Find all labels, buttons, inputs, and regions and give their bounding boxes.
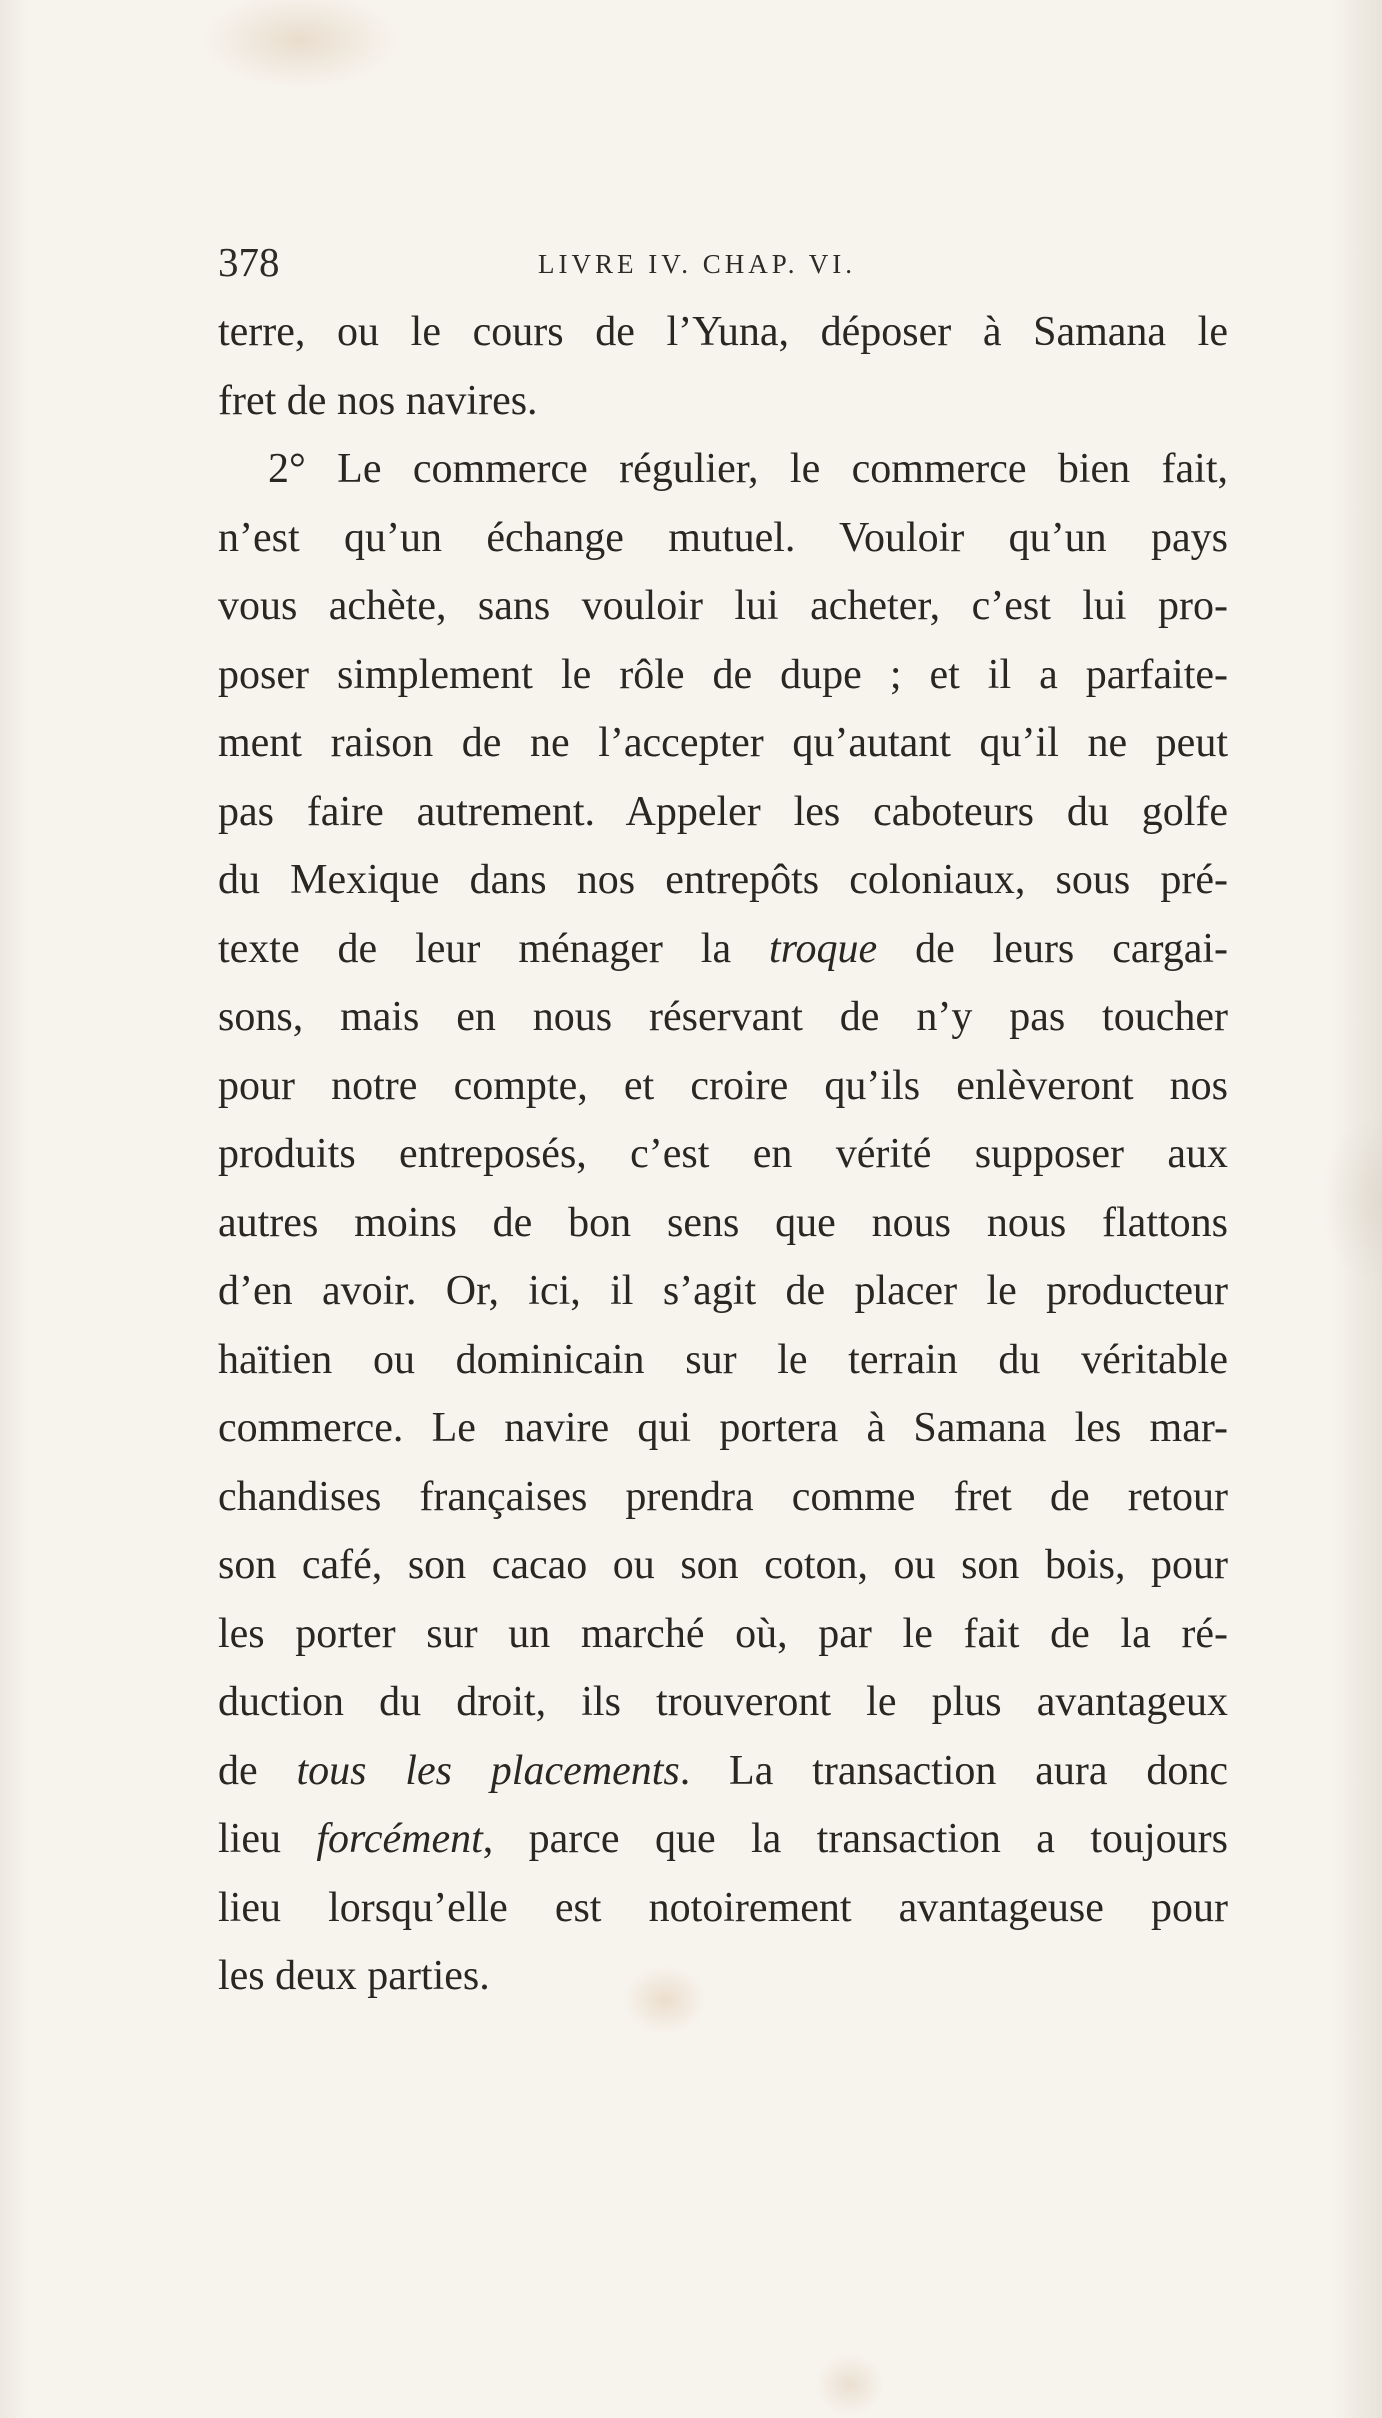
- text-line: n’est qu’un échange mutuel. Vouloir qu’un pays: [218, 514, 1228, 561]
- running-head: LIVRE IV. CHAP. VI.: [538, 249, 857, 279]
- text-line: [218, 915, 1228, 984]
- text-line: sons, mais en nous réservant de n’y pas toucher: [218, 994, 1228, 1040]
- text-line: commerce. Le navire qui portera à Samana les mar-: [218, 1405, 1228, 1451]
- italic-phrase: tous les placements: [296, 1747, 680, 1794]
- text-line: chandises françaises prendra comme fret de retour: [218, 1473, 1228, 1520]
- text-line: poser simplement le rôle de dupe ; et il a parfaite-: [218, 651, 1228, 698]
- text-line: ment raison de ne l’accepter qu’autant qu’il ne peut: [218, 720, 1228, 766]
- text-line: [218, 1737, 1228, 1806]
- text-segment: lieu: [218, 1816, 317, 1862]
- text-segment: texte de leur ménager la: [218, 925, 770, 972]
- text-line: fret de nos navires.: [218, 377, 538, 424]
- text-line: du Mexique dans nos entrepôts coloniaux, sous pré-: [218, 857, 1228, 903]
- text-line: terre, ou le cours de l’Yuna, déposer à Samana le: [218, 309, 1228, 355]
- text-line: les porter sur un marché où, par le fait de la ré-: [218, 1610, 1228, 1657]
- italic-word: troque: [769, 925, 878, 972]
- text-line: les deux parties.: [218, 1953, 490, 1999]
- page-number: 378: [218, 239, 280, 285]
- text-segment: , parce que la transaction a toujours: [482, 1816, 1229, 1862]
- text-line: lieu lorsqu’elle est notoirement avantageuse pour: [218, 1884, 1228, 1931]
- text-line: vous achète, sans vouloir lui acheter, c’est lui pro-: [218, 583, 1228, 629]
- text-line: son café, son cacao ou son coton, ou son bois, pour: [218, 1542, 1228, 1588]
- text-line: autres moins de bon sens que nous nous flattons: [218, 1199, 1228, 1246]
- page-header: [218, 232, 1228, 292]
- text-line: d’en avoir. Or, ici, il s’agit de placer le producteur: [218, 1268, 1228, 1314]
- italic-word: forcément: [316, 1816, 483, 1862]
- text-line: [218, 1805, 1228, 1874]
- text-line: duction du droit, ils trouveront le plus avantageux: [218, 1679, 1228, 1725]
- text-line: pour notre compte, et croire qu’ils enlèveront nos: [218, 1062, 1228, 1109]
- text-line: produits entreposés, c’est en vérité supposer aux: [218, 1131, 1228, 1177]
- body-text: [218, 298, 1228, 2011]
- text-segment: de: [218, 1747, 297, 1794]
- text-line: 2° Le commerce régulier, le commerce bien fait,: [268, 446, 1228, 492]
- text-line: haïtien ou dominicain sur le terrain du véritable: [218, 1336, 1228, 1383]
- text-line: pas faire autrement. Appeler les caboteurs du golfe: [218, 788, 1228, 835]
- text-segment: . La transaction aura donc: [679, 1747, 1228, 1794]
- text-segment: de leurs cargai-: [877, 925, 1229, 972]
